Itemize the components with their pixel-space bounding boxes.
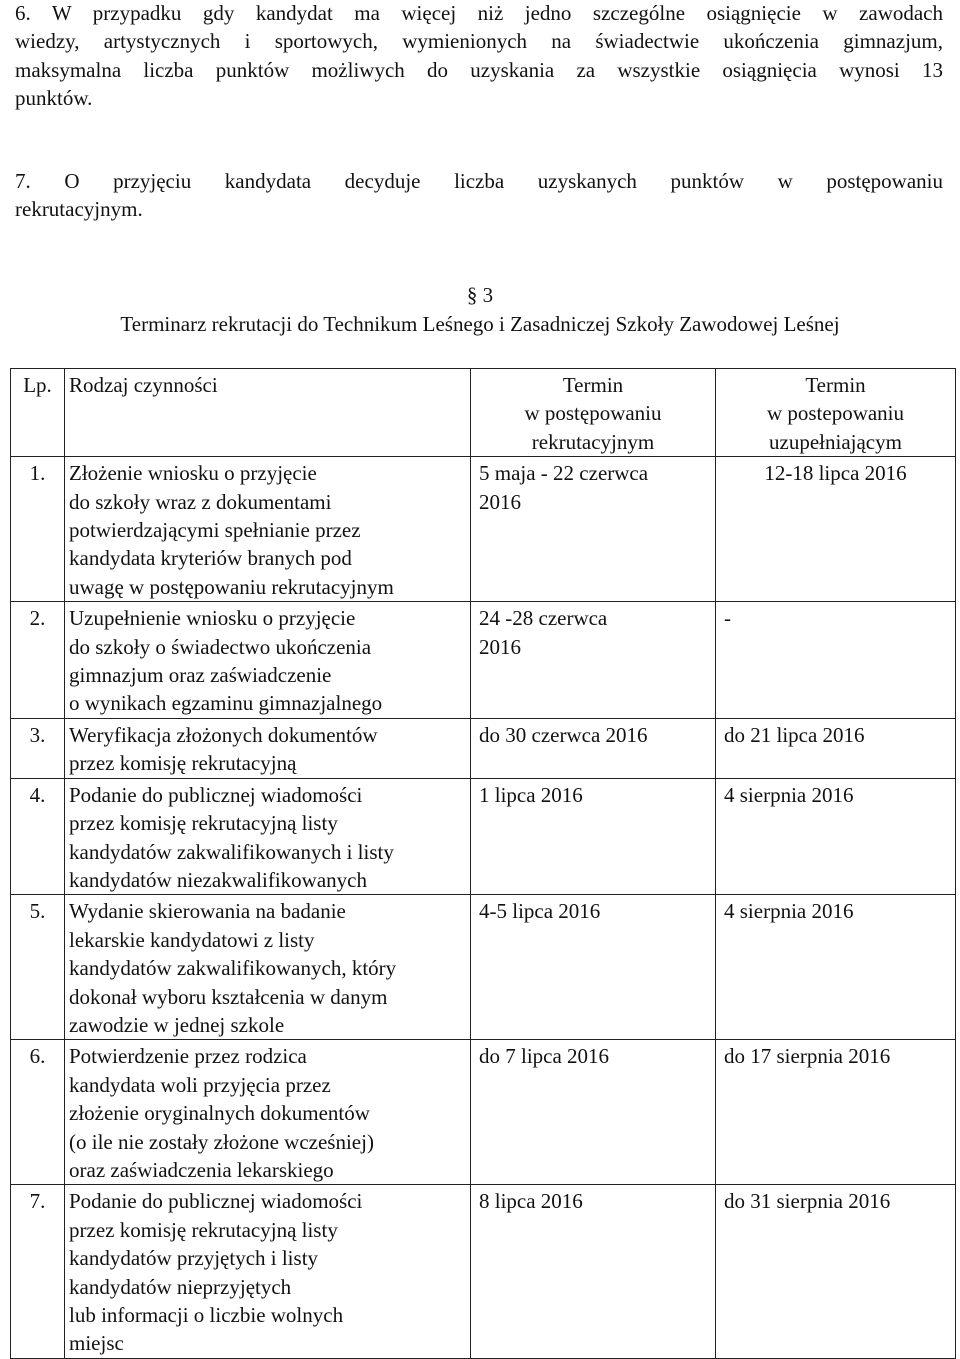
row-activity-line: Podanie do publicznej wiadomości xyxy=(69,782,363,807)
row-term-main-line: 8 lipca 2016 xyxy=(479,1189,583,1214)
row-term-main-line: 24 -28 czerwca xyxy=(479,606,608,631)
table-row xyxy=(11,718,956,778)
row-activity-line: dokonał wyboru kształcenia w danym xyxy=(69,984,388,1009)
row-activity-line: oraz zaświadczenia lekarskiego xyxy=(69,1157,334,1182)
row-activity-line: o wynikach egzaminu gimnazjalnego xyxy=(69,691,383,716)
header-term-supp-line: Termin xyxy=(805,373,866,397)
paragraph-7-line: 7. O przyjęciu kandydata decyduje liczba uzyskanych punktów w postępowaniu xyxy=(15,169,943,193)
row-activity-line: kandydatów zakwalifikowanych i listy xyxy=(69,839,394,864)
row-activity xyxy=(65,1185,471,1358)
row-activity-line: lekarskie kandydatowi z listy xyxy=(69,927,315,952)
section-title: Terminarz rekrutacji do Technikum Leśnego i Zasadniczej Szkoły Zawodowej Leśnej xyxy=(120,312,840,336)
row-term-main-line: do 7 lipca 2016 xyxy=(479,1044,610,1069)
table-header-row xyxy=(11,369,956,457)
paragraph-7-line: rekrutacyjnym. xyxy=(15,197,143,222)
row-term-supp-line: 4 sierpnia 2016 xyxy=(724,899,854,924)
row-term-supp xyxy=(716,1040,956,1185)
row-lp: 7. xyxy=(11,1185,65,1358)
header-term-main-line: rekrutacyjnym xyxy=(531,429,655,454)
row-term-main-line: 5 maja - 22 czerwca xyxy=(479,461,649,486)
row-activity xyxy=(65,718,471,778)
header-activity: Rodzaj czynności xyxy=(65,369,471,457)
row-activity-line: uwagę w postępowaniu rekrutacyjnym xyxy=(69,574,394,599)
row-activity-line: do szkoły o świadectwo ukończenia xyxy=(69,634,372,659)
row-activity xyxy=(65,895,471,1040)
paragraph-6-line: 6. W przypadku gdy kandydat ma więcej niż jedno szczególne osiągnięcie w zawodach xyxy=(15,1,943,25)
row-activity-line: zawodzie w jednej szkole xyxy=(69,1012,285,1037)
header-term-supp-line: w postepowaniu xyxy=(766,401,905,426)
row-term-main-line: do 30 czerwca 2016 xyxy=(479,722,648,747)
header-term-main xyxy=(471,369,716,457)
paragraph-6-line: wiedzy, artystycznych i sportowych, wymienionych na świadectwie ukończenia gimnazjum, xyxy=(15,29,943,54)
row-term-supp xyxy=(716,457,956,602)
header-term-supp-line: uzupełniającym xyxy=(769,429,902,454)
row-activity-line: gimnazjum oraz zaświadczenie xyxy=(69,663,332,688)
row-term-main-line: 4-5 lipca 2016 xyxy=(479,899,601,924)
row-activity-line: Wydanie skierowania na badanie xyxy=(69,899,346,924)
header-term-supp xyxy=(716,369,956,457)
row-term-main-line: 2016 xyxy=(479,634,521,659)
row-activity-line: Potwierdzenie przez rodzica xyxy=(69,1044,307,1069)
row-term-main xyxy=(471,602,716,719)
row-activity-line: kandydatów zakwalifikowanych, który xyxy=(69,956,397,981)
row-activity-line: przez komisję rekrutacyjną xyxy=(69,751,297,776)
row-activity-line: Złożenie wniosku o przyjęcie xyxy=(69,461,317,486)
row-term-supp-line: do 17 sierpnia 2016 xyxy=(724,1044,891,1069)
row-activity-line: do szkoły wraz z dokumentami xyxy=(69,489,332,514)
row-activity-line: (o ile nie zostały złożone wcześniej) xyxy=(69,1129,374,1154)
row-activity-line: miejsc xyxy=(69,1331,124,1356)
schedule-table xyxy=(10,368,956,1359)
row-lp: 5. xyxy=(11,895,65,1040)
paragraph-6-line: maksymalna liczba punktów możliwych do uzyskania za wszystkie osiągnięcia wynosi 13 xyxy=(15,57,943,82)
section-number: § 3 xyxy=(466,283,494,307)
table-row xyxy=(11,1185,956,1358)
table-row xyxy=(11,602,956,719)
paragraph-7 xyxy=(15,167,943,224)
row-term-main-line: 1 lipca 2016 xyxy=(479,782,583,807)
row-lp: 2. xyxy=(11,602,65,719)
row-term-supp xyxy=(716,718,956,778)
row-activity xyxy=(65,457,471,602)
row-activity-line: kandydatów nieprzyjętych xyxy=(69,1274,292,1299)
row-term-supp-line: do 21 lipca 2016 xyxy=(724,722,865,747)
row-term-main xyxy=(471,457,716,602)
header-term-main-line: w postępowaniu xyxy=(524,401,662,426)
row-lp: 3. xyxy=(11,718,65,778)
row-term-supp-line: 4 sierpnia 2016 xyxy=(724,782,854,807)
row-activity xyxy=(65,778,471,895)
row-term-supp xyxy=(716,1185,956,1358)
row-activity-line: przez komisję rekrutacyjną listy xyxy=(69,1217,338,1242)
header-term-main-line: Termin xyxy=(562,373,624,397)
row-activity-line: potwierdzającymi spełnianie przez xyxy=(69,518,361,543)
header-lp: Lp. xyxy=(11,369,65,457)
schedule-table-body xyxy=(11,369,956,1359)
row-lp: 4. xyxy=(11,778,65,895)
row-activity-line: kandydatów przyjętych i listy xyxy=(69,1246,319,1271)
row-activity xyxy=(65,1040,471,1185)
table-row xyxy=(11,895,956,1040)
row-activity xyxy=(65,602,471,719)
row-activity-line: Podanie do publicznej wiadomości xyxy=(69,1189,363,1214)
table-row xyxy=(11,778,956,895)
row-activity-line: kandydatów niezakwalifikowanych xyxy=(69,867,367,892)
row-activity-line: Uzupełnienie wniosku o przyjęcie xyxy=(69,606,356,631)
row-term-main xyxy=(471,895,716,1040)
row-term-main xyxy=(471,718,716,778)
row-activity-line: lub informacji o liczbie wolnych xyxy=(69,1303,344,1327)
row-term-supp-line: - xyxy=(724,606,731,631)
table-row xyxy=(11,457,956,602)
table-row xyxy=(11,1040,956,1185)
paragraph-6 xyxy=(15,0,943,113)
row-activity-line: przez komisję rekrutacyjną listy xyxy=(69,811,338,836)
row-activity-line: Weryfikacja złożonych dokumentów xyxy=(69,722,378,747)
row-activity-line: kandydata woli przyjęcia przez xyxy=(69,1072,331,1097)
row-term-supp xyxy=(716,895,956,1040)
row-lp: 1. xyxy=(11,457,65,602)
paragraph-6-line: punktów. xyxy=(15,86,93,111)
row-term-supp-line: 12-18 lipca 2016 xyxy=(764,461,907,486)
row-term-main xyxy=(471,778,716,895)
row-term-main xyxy=(471,1185,716,1358)
row-activity-line: kandydata kryteriów branych pod xyxy=(69,546,352,571)
row-term-main xyxy=(471,1040,716,1185)
row-term-supp xyxy=(716,778,956,895)
row-term-main-line: 2016 xyxy=(479,489,521,514)
row-lp: 6. xyxy=(11,1040,65,1185)
row-term-supp-line: do 31 sierpnia 2016 xyxy=(724,1189,891,1214)
row-term-supp xyxy=(716,602,956,719)
row-activity-line: złożenie oryginalnych dokumentów xyxy=(69,1101,370,1126)
